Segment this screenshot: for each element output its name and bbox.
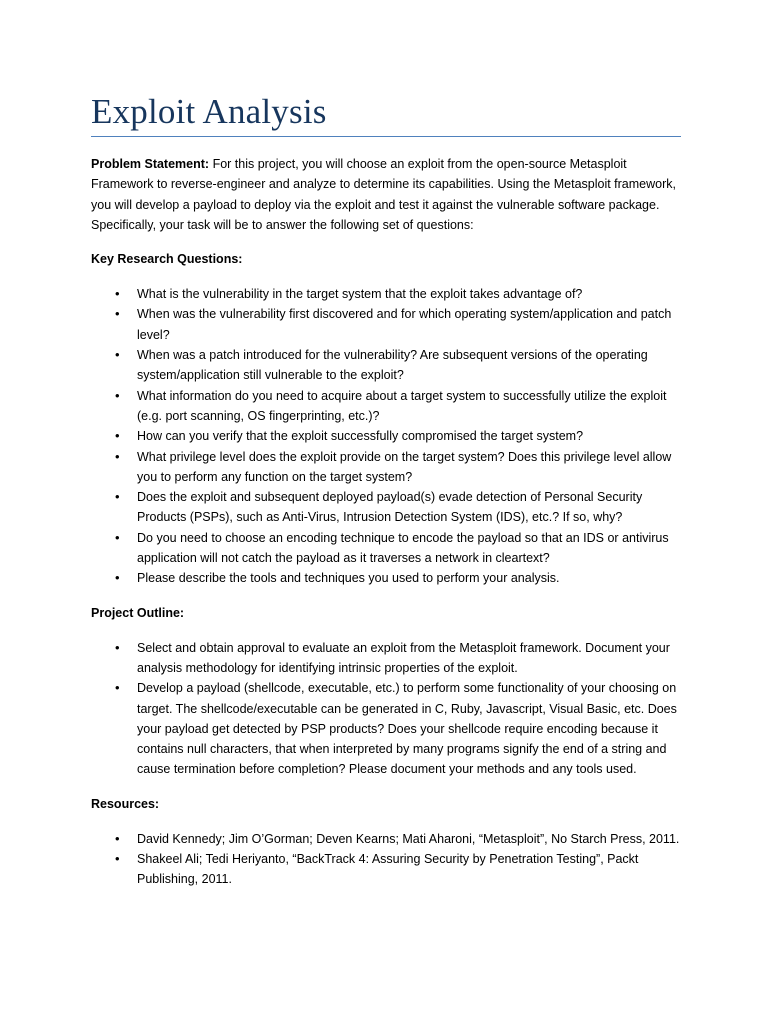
list-item: • What is the vulnerability in the target system that the exploit takes advantage of? [91,284,684,304]
list-item: • Shakeel Ali; Tedi Heriyanto, “BackTrack 4: Assuring Security by Penetration Testing”, Packt Publishing, 2011. [91,849,684,890]
key-research-questions-list [91,284,684,588]
problem-statement-text: For this project, you will choose an exploit from the open-source Metasploit Framework to reverse-engineer and analyze to determine its capabilities. Using the Metasploit framework, you will develop a payload to deploy via the exploit and test it against the vulnerable software package. Specifically, your task will be to answer the following set of questions: [91,157,676,232]
list-item: • Develop a payload (shellcode, executable, etc.) to perform some functionality of your choosing on target. The shellcode/executable can be generated in C, Ruby, Javascript, Visual Basic, etc. Does your payload get detected by PSP products? Does your shellcode require encoding because it contains null characters, that when interpreted by many programs signify the end of a string and cause termination before completion? Please document your methods and any tools used. [91,678,684,779]
list-item: • David Kennedy; Jim O’Gorman; Deven Kearns; Mati Aharoni, “Metasploit”, No Starch Press, 2011. [91,829,684,849]
list-item: • Select and obtain approval to evaluate an exploit from the Metasploit framework. Document your analysis methodology for identifying intrinsic properties of the exploit. [91,638,684,679]
problem-statement-paragraph [91,154,684,235]
key-research-questions-heading: Key Research Questions: [91,252,243,267]
title-underline-divider [91,136,681,137]
list-item: • How can you verify that the exploit successfully compromised the target system? [91,426,684,446]
list-item: • Does the exploit and subsequent deployed payload(s) evade detection of Personal Security Products (PSPs), such as Anti-Virus, Intrusion Detection System (IDS), etc.? If so, why? [91,487,684,528]
project-outline-list [91,638,684,780]
resources-heading: Resources: [91,796,160,811]
list-item: • Do you need to choose an encoding technique to encode the payload so that an IDS or antivirus application will not catch the payload as it traverses a network in cleartext? [91,528,684,569]
list-item: • What privilege level does the exploit provide on the target system? Does this privilege level allow you to perform any function on the target system? [91,447,684,488]
document-title: Exploit Analysis [91,92,327,131]
list-item: • What information do you need to acquire about a target system to successfully utilize the exploit (e.g. port scanning, OS fingerprinting, etc.)? [91,386,684,427]
problem-statement-label: Problem Statement: [91,157,210,171]
resources-list [91,829,684,890]
list-item: • When was a patch introduced for the vulnerability? Are subsequent versions of the operating system/application still vulnerable to the exploit? [91,345,684,386]
list-item: • When was the vulnerability first discovered and for which operating system/application and patch level? [91,304,684,345]
project-outline-heading: Project Outline: [91,605,185,620]
list-item: • Please describe the tools and techniques you used to perform your analysis. [91,568,684,588]
